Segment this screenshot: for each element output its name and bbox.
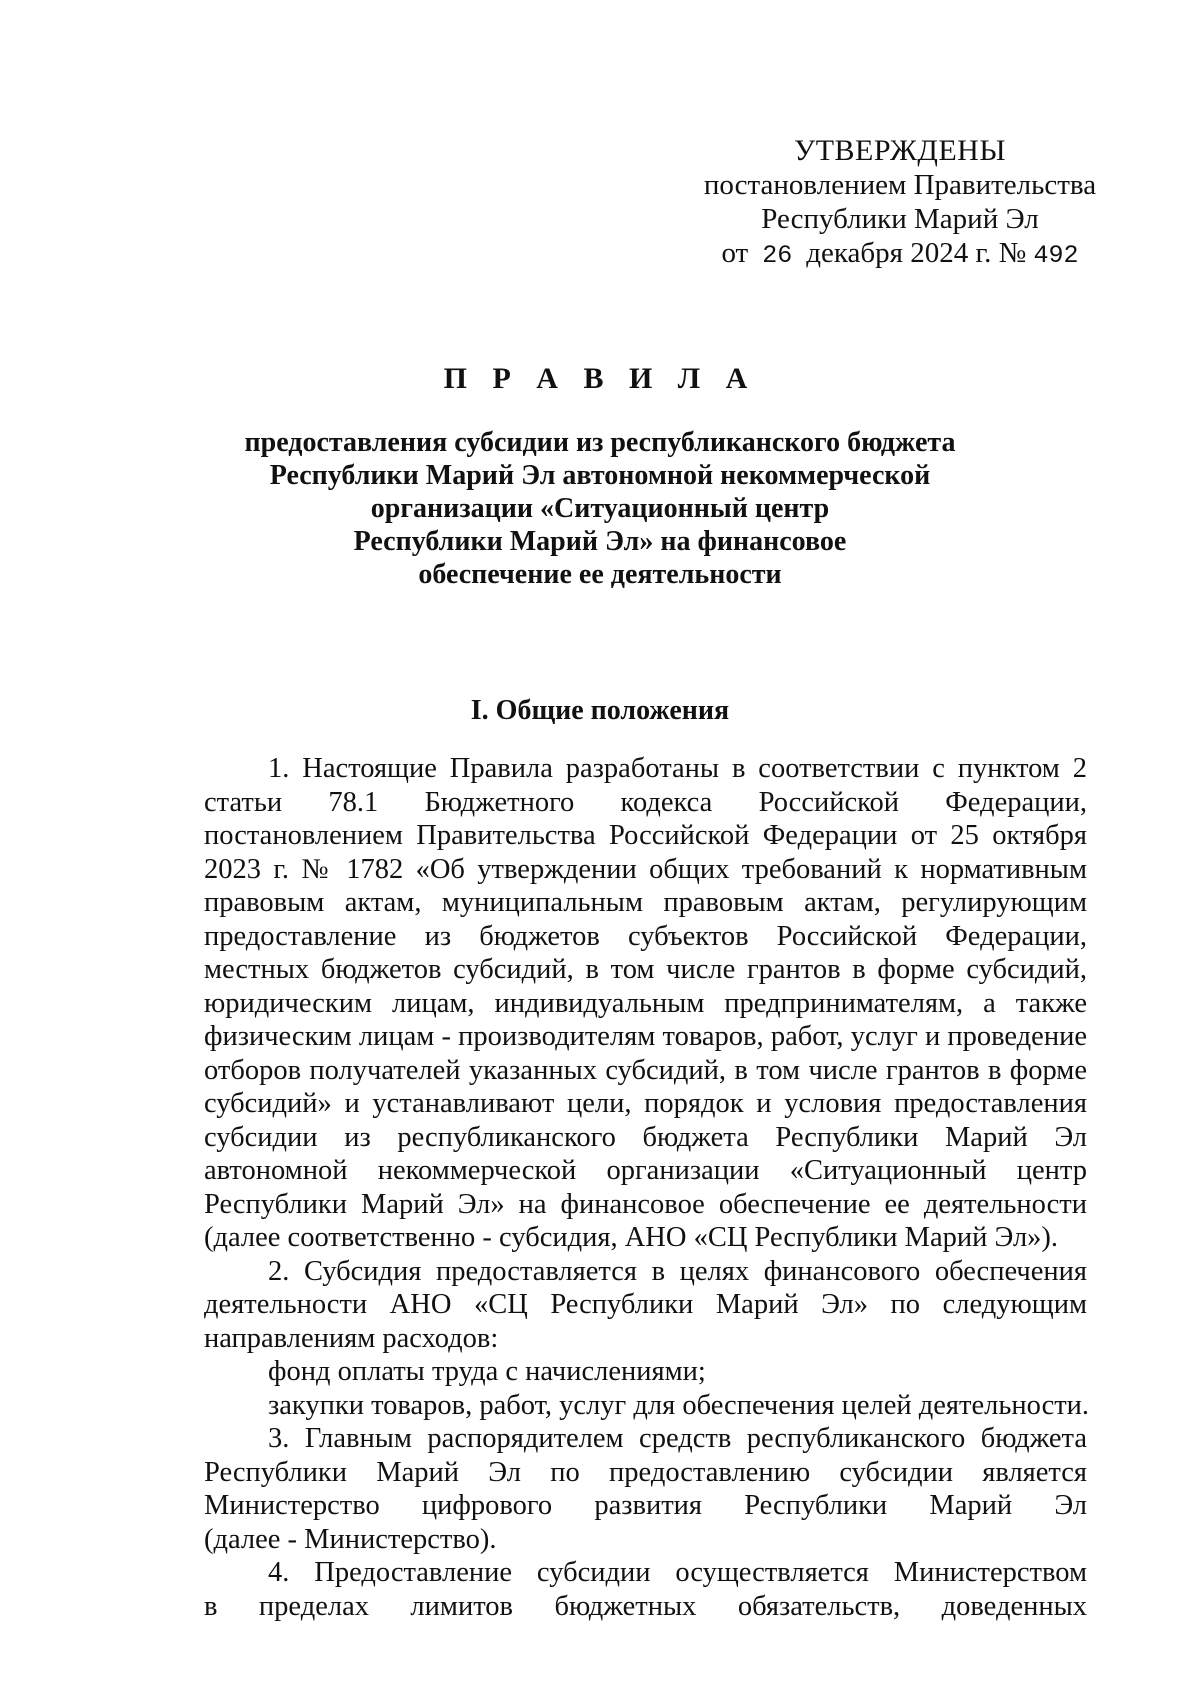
body-line: Республики Марий Эл» на финансовое обеспечение ее деятельности [204,1188,1087,1220]
subtitle-line: обеспечение ее деятельности [418,559,782,590]
body-line: направлениям расходов: [204,1322,499,1354]
body-line: физическим лицам - производителям товаров, работ, услуг и проведение [204,1021,1087,1052]
subtitle-line: Республики Марий Эл» на финансовое [353,526,847,557]
approval-block [700,134,1100,273]
body-line: 1. Настоящие Правила разработаны в соответствии с пунктом 2 [268,753,1087,784]
body-line: фонд оплаты труда с начислениями; [268,1356,706,1387]
body-line: 3. Главным распорядителем средств республиканского бюджета [268,1423,1087,1454]
subtitle-line: организации «Ситуационный центр [370,493,830,524]
body-line: (далее - Министерство). [204,1523,497,1555]
body-line: местных бюджетов субсидий, в том числе грантов в форме субсидий, [204,954,1087,985]
body-line: 4. Предоставление субсидии осуществляется Министерством [268,1557,1087,1588]
body-line: Министерство цифрового развития Республики Марий Эл [204,1490,1087,1521]
approval-month-year: декабря 2024 г. № [806,237,1027,269]
body-line: правовым актам, муниципальным правовым актам, регулирующим [204,887,1087,918]
approval-number: 492 [1033,241,1079,270]
body-line: постановлением Правительства Российской Федерации от 25 октября [204,820,1087,851]
body-line: 2023 г. № 1782 «Об утверждении общих требований к нормативным [204,853,1087,885]
body-line: закупки товаров, работ, услуг для обеспечения целей деятельности. [268,1389,1090,1421]
body-line: Республики Марий Эл по предоставлению субсидии является [204,1456,1087,1488]
body-line: (далее соответственно - субсидия, АНО «СЦ Республики Марий Эл»). [204,1222,1059,1253]
body-line: в пределах лимитов бюджетных обязательств, доведенных [204,1590,1087,1622]
body-line: предоставление из бюджетов субъектов Российской Федерации, [204,920,1087,952]
approval-date-prefix: от [721,237,749,269]
approval-line-1: постановлением Правительства [703,169,1097,201]
body-line: субсидии из республиканского бюджета Республики Марий Эл [204,1121,1087,1153]
body-text [204,752,1090,1623]
approval-date-line [700,236,1100,273]
approval-day: 26 [762,241,793,270]
body-line: субсидий» и устанавливают цели, порядок и условия предоставления [204,1088,1087,1119]
document-subtitle [230,426,970,591]
body-line: статьи 78.1 Бюджетного кодекса Российской Федерации, [204,786,1087,818]
body-line: деятельности АНО «СЦ Республики Марий Эл» по следующим [204,1289,1087,1320]
document-title: П Р А В И Л А [443,362,757,395]
body-line: юридическим лицам, индивидуальным предпринимателям, а также [204,987,1087,1019]
approval-line-2: Республики Марий Эл [761,203,1039,235]
section-heading: I. Общие положения [470,695,730,726]
subtitle-line: Республики Марий Эл автономной некоммерческой [269,460,931,491]
body-line: автономной некоммерческой организации «Ситуационный центр [204,1155,1087,1186]
subtitle-line: предоставления субсидии из республиканского бюджета [244,427,956,458]
approval-title: УТВЕРЖДЕНЫ [793,134,1007,167]
body-line: 2. Субсидия предоставляется в целях финансового обеспечения [268,1255,1087,1287]
body-line: отборов получателей указанных субсидий, в том числе грантов в форме [204,1054,1087,1086]
